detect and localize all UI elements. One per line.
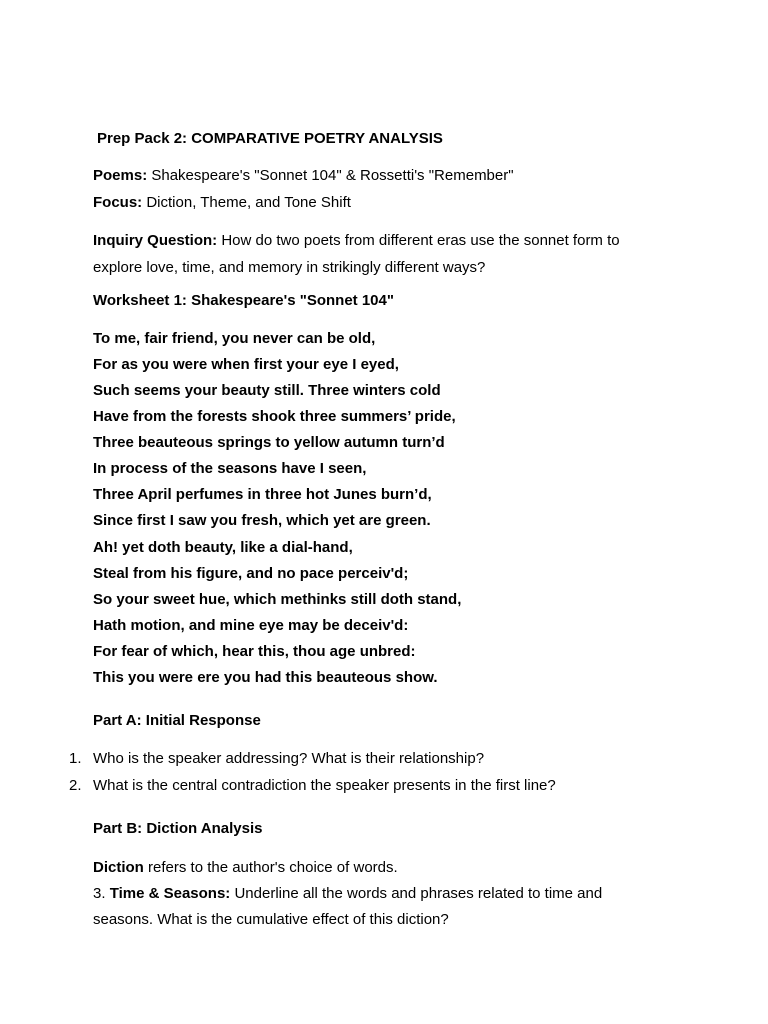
question-3-line-2: seasons. What is the cumulative effect of this diction? bbox=[93, 911, 449, 928]
sonnet-line: Hath motion, and mine eye may be deceiv'd: bbox=[93, 617, 409, 634]
poems-line bbox=[93, 166, 514, 186]
sonnet-line: For fear of which, hear this, thou age unbred: bbox=[93, 643, 416, 660]
question-number: 1. bbox=[69, 750, 82, 767]
inquiry-text-1: How do two poets from different eras use the sonnet form to bbox=[221, 232, 620, 249]
sonnet-line: Three April perfumes in three hot Junes burn’d, bbox=[93, 486, 432, 503]
question-number: 2. bbox=[69, 777, 82, 794]
focus-value: Diction, Theme, and Tone Shift bbox=[146, 194, 351, 211]
sonnet-line: So your sweet hue, which methinks still doth stand, bbox=[93, 591, 462, 608]
sonnet-line: For as you were when first your eye I eyed, bbox=[93, 356, 399, 373]
inquiry-label: Inquiry Question: bbox=[93, 232, 218, 249]
sonnet-line: Have from the forests shook three summers’ pride, bbox=[93, 408, 456, 425]
question-text: What is the central contradiction the speaker presents in the first line? bbox=[93, 777, 556, 794]
sonnet-line: Since first I saw you fresh, which yet are green. bbox=[93, 512, 431, 529]
part-a-heading: Part A: Initial Response bbox=[93, 712, 261, 729]
sonnet-line: Ah! yet doth beauty, like a dial-hand, bbox=[93, 539, 353, 556]
diction-term: Diction bbox=[93, 859, 144, 876]
question-3-line-1 bbox=[93, 884, 602, 904]
document-title: Prep Pack 2: COMPARATIVE POETRY ANALYSIS bbox=[97, 130, 443, 147]
worksheet-heading: Worksheet 1: Shakespeare's "Sonnet 104" bbox=[93, 292, 394, 309]
sonnet-line: Three beauteous springs to yellow autumn turn’d bbox=[93, 434, 445, 451]
diction-def-text: refers to the author's choice of words. bbox=[143, 859, 398, 876]
question-3-text-1: Underline all the words and phrases related to time and bbox=[230, 885, 603, 902]
question-text: Who is the speaker addressing? What is their relationship? bbox=[93, 750, 485, 767]
focus-label: Focus: bbox=[93, 194, 143, 211]
diction-definition bbox=[93, 858, 398, 878]
sonnet-line: To me, fair friend, you never can be old, bbox=[93, 330, 376, 347]
question-3-label: Time & Seasons: bbox=[109, 885, 231, 902]
part-b-heading: Part B: Diction Analysis bbox=[93, 820, 263, 837]
sonnet-line: In process of the seasons have I seen, bbox=[93, 460, 367, 477]
question-number: 3. bbox=[93, 885, 106, 902]
sonnet-line: Steal from his figure, and no pace perceiv'd; bbox=[93, 565, 409, 582]
poems-label: Poems: bbox=[93, 167, 148, 184]
focus-line bbox=[93, 193, 351, 213]
poems-value: Shakespeare's "Sonnet 104" & Rossetti's "Remember" bbox=[151, 167, 514, 184]
sonnet-line: Such seems your beauty still. Three winters cold bbox=[93, 382, 441, 399]
inquiry-line-1 bbox=[93, 231, 620, 251]
inquiry-line-2: explore love, time, and memory in strikingly different ways? bbox=[93, 259, 486, 276]
sonnet-line: This you were ere you had this beauteous show. bbox=[93, 669, 438, 686]
